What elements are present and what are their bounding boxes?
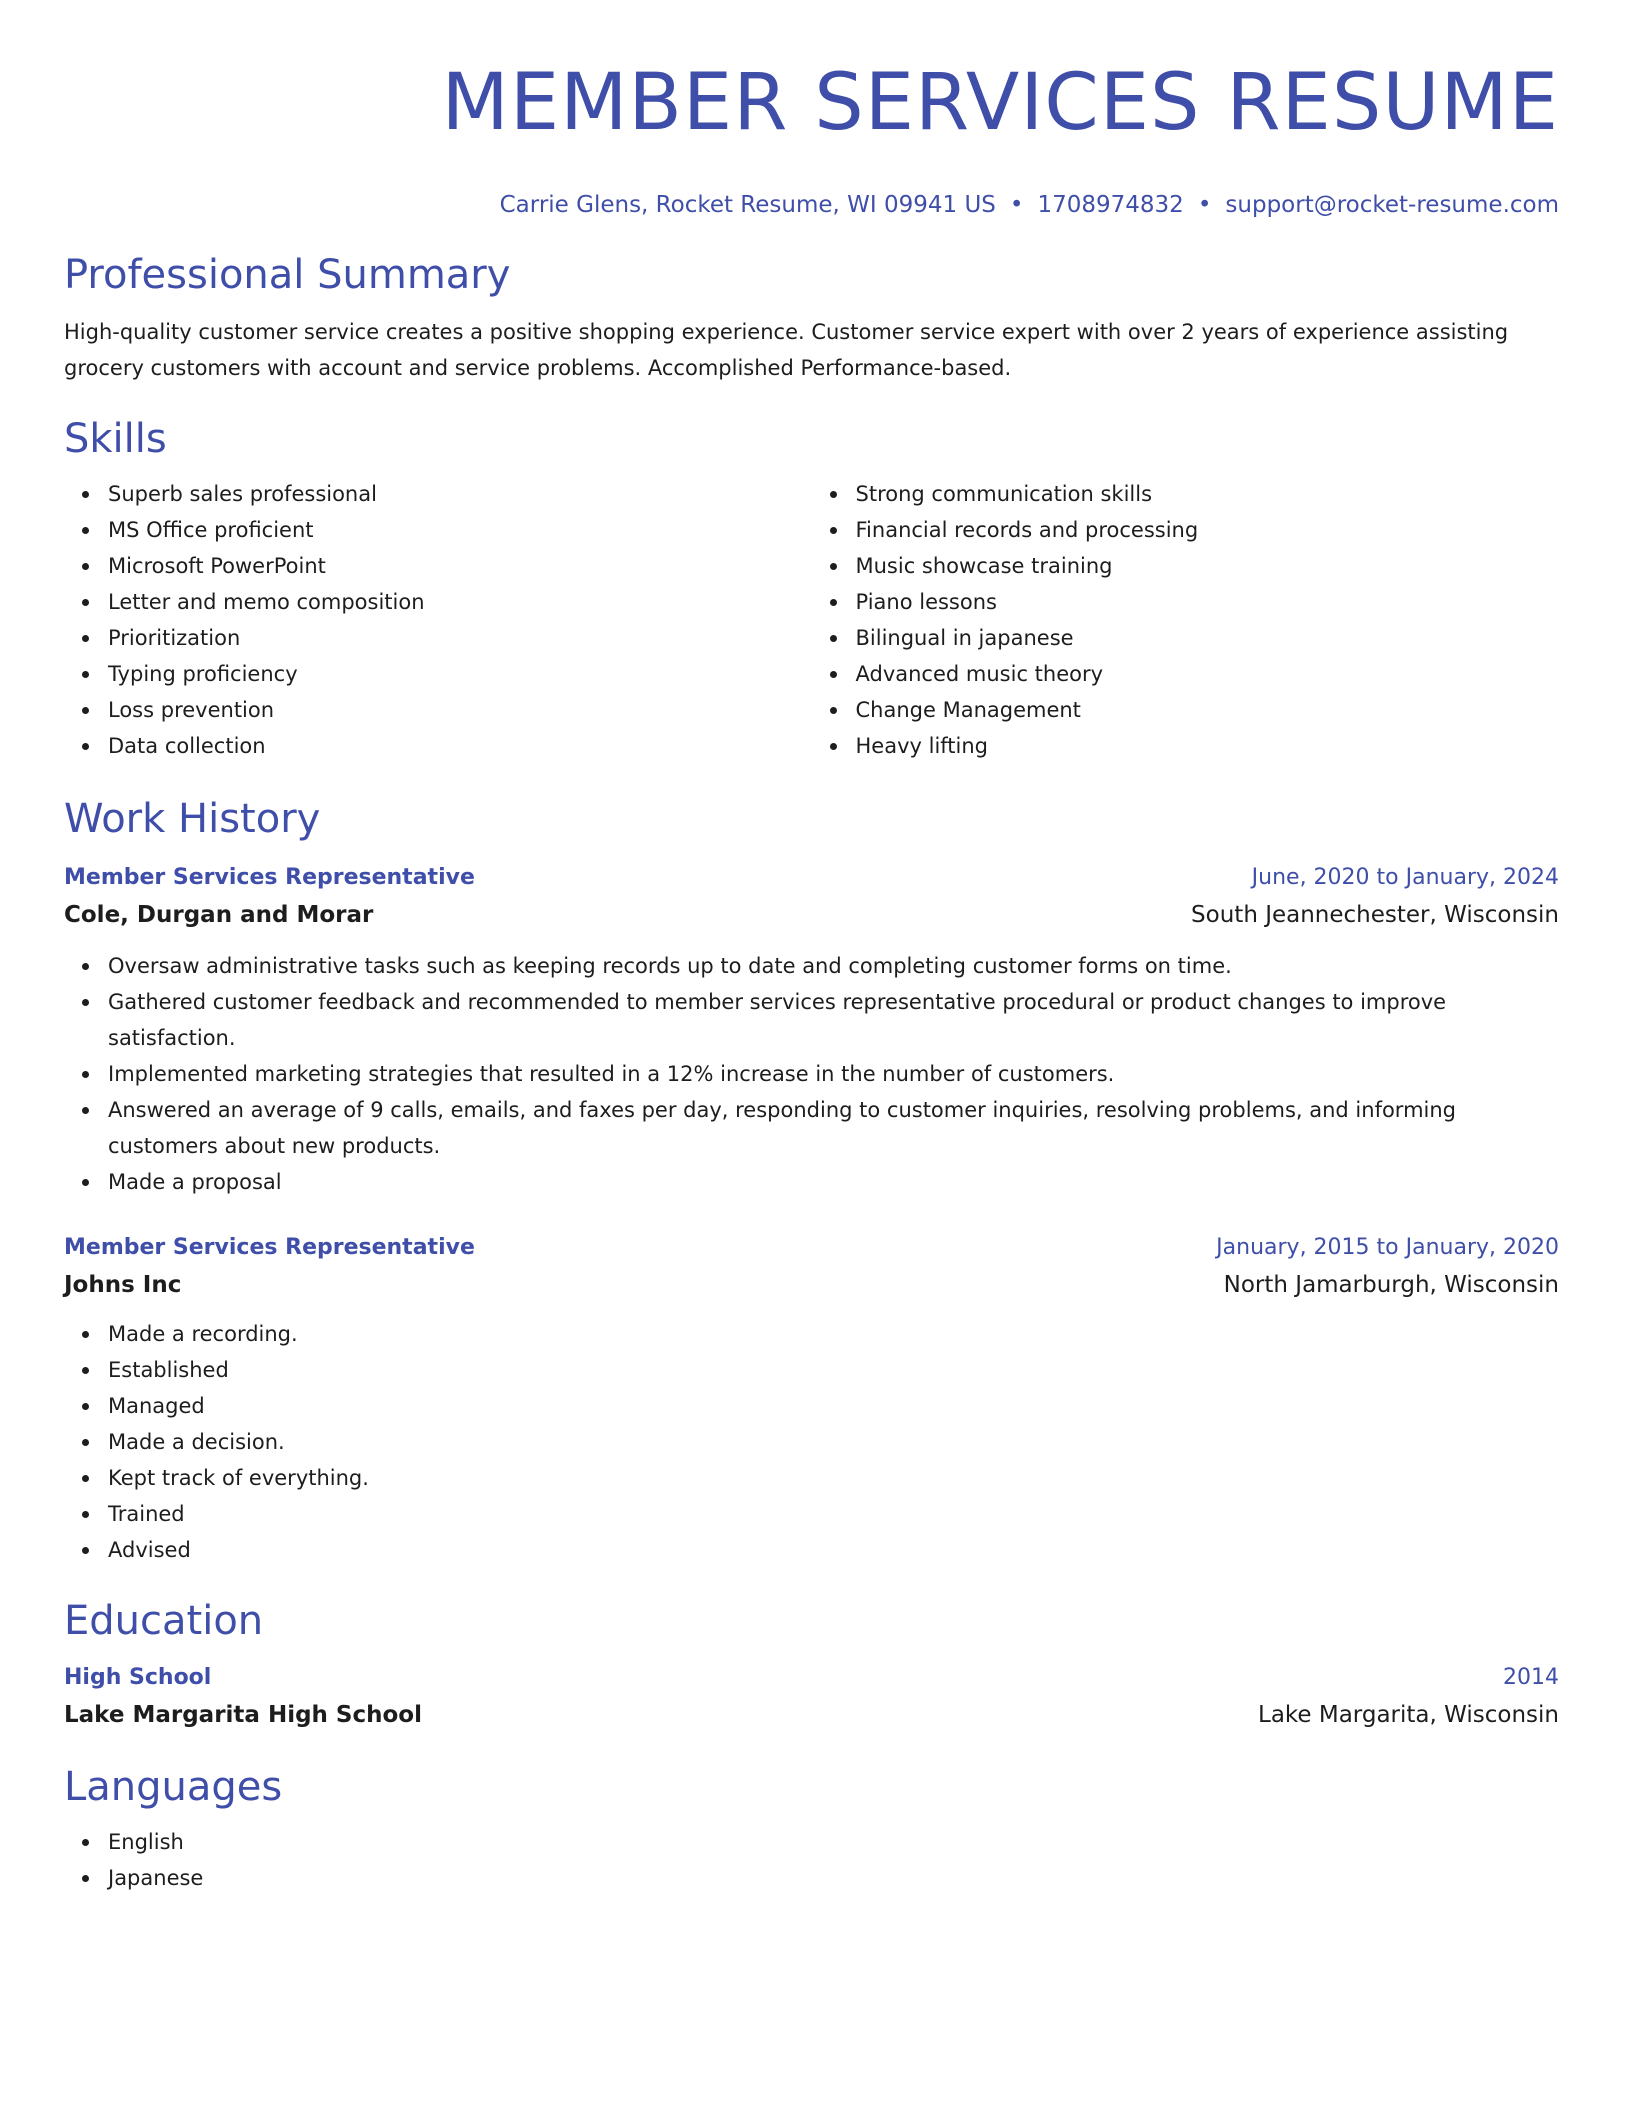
skills-columns	[64, 476, 1559, 764]
job-bullet: Made a recording.	[108, 1316, 1559, 1352]
job-company: Cole, Durgan and Morar	[64, 902, 374, 928]
skill-item: Data collection	[108, 728, 812, 764]
job-bullet: Established	[108, 1352, 1559, 1388]
skills-left-list	[64, 476, 812, 764]
education-degree: High School	[64, 1665, 212, 1690]
job-bullet: Managed	[108, 1388, 1559, 1424]
resume-page	[64, 0, 1559, 1896]
job-bullet: Kept track of everything.	[108, 1460, 1559, 1496]
skill-item: Change Management	[856, 692, 1560, 728]
skill-item: Microsoft PowerPoint	[108, 548, 812, 584]
skill-item: MS Office proficient	[108, 512, 812, 548]
contact-email: support@rocket-resume.com	[1225, 192, 1559, 218]
job-bullet: Advised	[108, 1532, 1559, 1568]
contact-separator: •	[1197, 192, 1212, 218]
skill-item: Prioritization	[108, 620, 812, 656]
skill-item: Piano lessons	[856, 584, 1560, 620]
education-degree-row	[64, 1660, 1559, 1696]
job-bullet: Trained	[108, 1496, 1559, 1532]
job-bullet: Oversaw administrative tasks such as keeping records up to date and completing customer forms on time.	[108, 948, 1559, 984]
languages-section	[64, 1762, 1559, 1896]
job-title: Member Services Representative	[64, 865, 475, 890]
contact-separator: •	[1009, 192, 1024, 218]
summary-heading: Professional Summary	[64, 252, 511, 298]
job-title-row	[64, 860, 1559, 896]
skill-item: Music showcase training	[856, 548, 1560, 584]
job-location: North Jamarburgh, Wisconsin	[1223, 1272, 1559, 1298]
job-location: South Jeannechester, Wisconsin	[1191, 902, 1559, 928]
languages-list	[64, 1824, 1559, 1896]
job-company-row	[64, 1266, 1559, 1304]
contact-phone: 1708974832	[1037, 192, 1184, 218]
job-company: Johns Inc	[64, 1272, 182, 1298]
job-company-row	[64, 896, 1559, 934]
skill-item: Heavy lifting	[856, 728, 1560, 764]
education-location: Lake Margarita, Wisconsin	[1258, 1702, 1559, 1728]
job-bullet: Gathered customer feedback and recommended to member services representative procedural or product changes to improve satisfaction.	[108, 984, 1559, 1056]
resume-title: MEMBER SERVICES RESUME	[441, 58, 1559, 148]
education-school-row	[64, 1696, 1559, 1734]
skill-item: Advanced music theory	[856, 656, 1560, 692]
job-bullet: Made a proposal	[108, 1164, 1559, 1200]
skill-item: Strong communication skills	[856, 476, 1560, 512]
job-entry	[64, 1230, 1559, 1568]
job-dates: June, 2020 to January, 2024	[1251, 865, 1559, 890]
skill-item: Letter and memo composition	[108, 584, 812, 620]
skill-item: Typing proficiency	[108, 656, 812, 692]
contact-address: Carrie Glens, Rocket Resume, WI 09941 US	[499, 192, 996, 218]
skill-item: Bilingual in japanese	[856, 620, 1560, 656]
job-bullet: Answered an average of 9 calls, emails, and faxes per day, responding to customer inquiries, resolving problems, and informing customers about new products.	[108, 1092, 1559, 1164]
job-bullet: Made a decision.	[108, 1424, 1559, 1460]
skill-item: Superb sales professional	[108, 476, 812, 512]
job-bullets	[64, 948, 1559, 1200]
job-bullet: Implemented marketing strategies that resulted in a 12% increase in the number of customers.	[108, 1056, 1559, 1092]
work-section	[64, 794, 1559, 1568]
skills-heading: Skills	[64, 416, 167, 462]
education-section	[64, 1596, 1559, 1734]
language-item: English	[108, 1824, 1559, 1860]
job-title: Member Services Representative	[64, 1235, 475, 1260]
job-entry	[64, 860, 1559, 1200]
work-heading: Work History	[64, 796, 321, 842]
education-school: Lake Margarita High School	[64, 1702, 422, 1728]
skills-section	[64, 414, 1559, 764]
contact-line	[64, 190, 1559, 220]
education-heading: Education	[64, 1598, 264, 1644]
summary-section	[64, 250, 1559, 386]
education-year: 2014	[1503, 1665, 1559, 1690]
job-bullets	[64, 1316, 1559, 1568]
skill-item: Financial records and processing	[856, 512, 1560, 548]
job-dates: January, 2015 to January, 2020	[1216, 1235, 1559, 1260]
skills-right-list	[812, 476, 1560, 764]
languages-heading: Languages	[64, 1764, 283, 1810]
language-item: Japanese	[108, 1860, 1559, 1896]
resume-header	[64, 0, 1559, 220]
job-title-row	[64, 1230, 1559, 1266]
skill-item: Loss prevention	[108, 692, 812, 728]
summary-text: High-quality customer service creates a positive shopping experience. Customer service expert with over 2 years of experience assisting grocery customers with account and service problems. Accomplished Performance-based.	[64, 320, 1509, 380]
